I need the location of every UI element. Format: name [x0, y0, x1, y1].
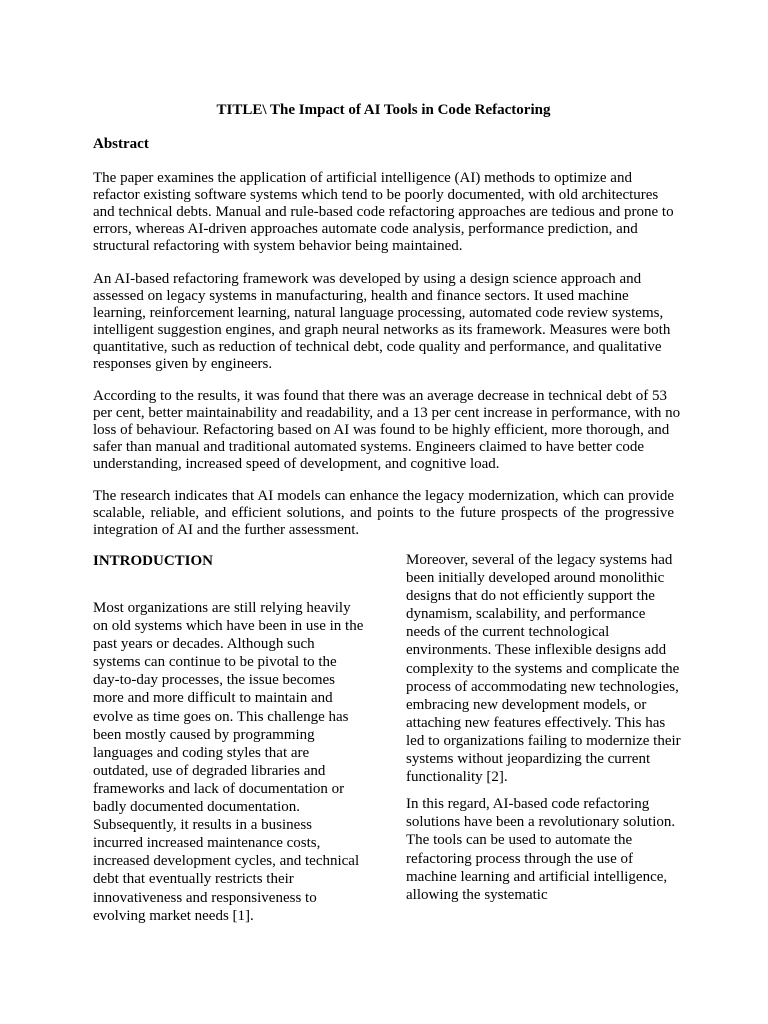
introduction-paragraph-2: Moreover, several of the legacy systems had been initially developed around monolithic designs that do not efficiently support the dynamism, scalability, and performance needs of the current technological environments. These inflexible designs add complexity to the systems and complicate the process of accommodating new technologies, embracing new development models, or attaching new features effectively. This has led to organizations failing to modernize their systems without jeopardizing the current functionality [2].	[406, 552, 681, 786]
right-column	[406, 551, 682, 904]
abstract-paragraph-2: An AI-based refactoring framework was developed by using a design science approach and assessed on legacy systems in manufacturing, health and finance sectors. It used machine learning, reinforcement learning, natural language processing, automated code review systems, intelligent suggestion engines, and graph neural networks as its framework. Measures were both quantitative, such as reduction of technical debt, code quality and performance, and qualitative responses given by engineers.	[93, 271, 671, 372]
introduction-paragraph-1: Most organizations are still relying heavily on old systems which have been in use in the past years or decades. Although such systems can continue to be pivotal to the day-to-day processes, the issue becomes more and more difficult to maintain and evolve as time goes on. This challenge has been mostly caused by programming languages and coding styles that are outdated, use of degraded libraries and frameworks and lack of documentation or badly documented documentation. Subsequently, it results in a business incurred increased maintenance costs, increased development cycles, and technical debt that eventually restricts their innovativeness and responsiveness to evolving market needs [1].	[93, 600, 364, 924]
paper-title: TITLE\ The Impact of AI Tools in Code Refactoring	[216, 102, 551, 118]
introduction-paragraph-3: In this regard, AI-based code refactoring solutions have been a revolutionary solution. The tools can be used to automate the refactoring process through the use of machine learning and artificial intelligence, allowing the systematic	[406, 796, 676, 903]
abstract-paragraph-4: The research indicates that AI models can enhance the legacy modernization, which can provide scalable, reliable, and efficient solutions, and points to the future prospects of the progressive integration of AI and the further assessment.	[93, 488, 674, 538]
abstract-heading: Abstract	[93, 136, 149, 152]
abstract-paragraph-3: According to the results, it was found that there was an average decrease in technical debt of 53 per cent, better maintainability and readability, and a 13 per cent increase in performance, with no loss of behaviour. Refactoring based on AI was found to be highly efficient, more thorough, and safer than manual and traditional automated systems. Engineers claimed to have better code understanding, increased speed of development, and cognitive load.	[93, 388, 681, 472]
introduction-heading: INTRODUCTION	[93, 553, 214, 569]
left-column	[93, 551, 365, 925]
abstract-paragraph-1: The paper examines the application of artificial intelligence (AI) methods to optimize and refactor existing software systems which tend to be poorly documented, with old architectures and technical debts. Manual and rule-based code refactoring approaches are tedious and prone to errors, whereas AI-driven approaches automate code analysis, performance prediction, and structural refactoring with system behavior being maintained.	[93, 170, 674, 254]
